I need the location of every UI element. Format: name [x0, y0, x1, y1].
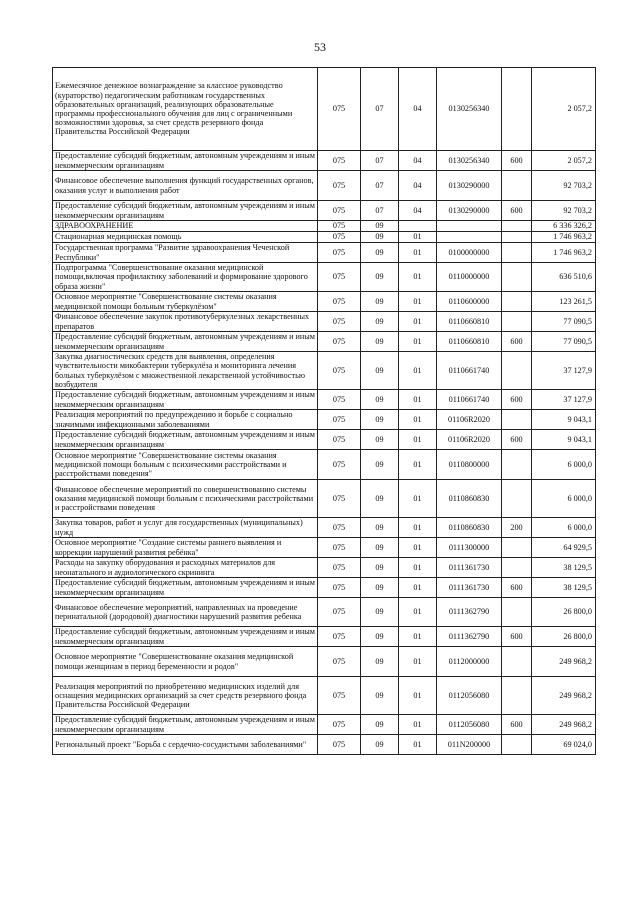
cell-expense-type: 600 [502, 151, 532, 171]
cell-section: 09 [361, 410, 399, 430]
table-row [53, 410, 596, 430]
cell-ministry-code: 075 [318, 735, 361, 755]
page-number: 53 [314, 40, 326, 54]
table-row [53, 171, 596, 201]
cell-ministry-code: 075 [318, 332, 361, 352]
cell-subsection: 01 [399, 430, 437, 450]
cell-section: 07 [361, 151, 399, 171]
cell-section: 09 [361, 480, 399, 518]
cell-name: Предоставление субсидий бюджетным, автономным учреждениям и иным некоммерческим организациям [53, 332, 318, 352]
cell-expense-type: 600 [502, 390, 532, 410]
cell-target-article: 0110000000 [437, 263, 502, 292]
cell-target-article: 0111362790 [437, 598, 502, 627]
cell-amount: 38 129,5 [532, 558, 596, 578]
cell-expense-type: 600 [502, 715, 532, 735]
cell-expense-type [502, 410, 532, 430]
cell-target-article: 01106R2020 [437, 430, 502, 450]
cell-amount: 9 043,1 [532, 410, 596, 430]
cell-target-article: 0110660810 [437, 332, 502, 352]
cell-name: Предоставление субсидий бюджетным, автономным учреждениям и иным некоммерческим организациям [53, 715, 318, 735]
cell-ministry-code: 075 [318, 538, 361, 558]
cell-ministry-code: 075 [318, 430, 361, 450]
cell-name: Финансовое обеспечение мероприятий, направленных на проведение перинатальной (дородовой) диагностики нарушений развития ребенка [53, 598, 318, 627]
cell-name: Реализация мероприятий по приобретению медицинских изделий для оснащения медицинских организаций за счет средств резервного фонда Правительства Российской Федерации [53, 677, 318, 715]
cell-section: 09 [361, 312, 399, 332]
table-row [53, 480, 596, 518]
table-row [53, 312, 596, 332]
cell-subsection: 01 [399, 538, 437, 558]
cell-amount: 2 057,2 [532, 151, 596, 171]
cell-subsection: 04 [399, 68, 437, 151]
cell-target-article: 0130290000 [437, 171, 502, 201]
table-row [53, 151, 596, 171]
cell-amount: 249 968,2 [532, 647, 596, 677]
cell-amount: 26 800,0 [532, 627, 596, 647]
cell-name: Предоставление субсидий бюджетным, автономным учреждениям и иным некоммерческим организациям [53, 390, 318, 410]
cell-name: Государственная программа "Развитие здравоохранения Чеченской Республики" [53, 243, 318, 263]
cell-expense-type [502, 598, 532, 627]
cell-section: 09 [361, 232, 399, 243]
table-row [53, 332, 596, 352]
cell-subsection: 01 [399, 263, 437, 292]
cell-target-article: 0111361730 [437, 558, 502, 578]
cell-subsection [399, 221, 437, 232]
cell-subsection: 01 [399, 352, 437, 390]
table-row [53, 221, 596, 232]
cell-subsection: 01 [399, 735, 437, 755]
cell-amount: 2 057,2 [532, 68, 596, 151]
cell-name: Основное мероприятие "Создание системы раннего выявления и коррекции нарушений развития ребёнка" [53, 538, 318, 558]
cell-name: Финансовое обеспечение выполнения функций государственных органов, оказания услуг и выполнения работ [53, 171, 318, 201]
cell-target-article: 0130256340 [437, 68, 502, 151]
cell-target-article: 0110860830 [437, 480, 502, 518]
table-row [53, 352, 596, 390]
table-row [53, 735, 596, 755]
cell-name: Основное мероприятие "Совершенствование системы оказания медицинской помощи больным туберкулёзом" [53, 292, 318, 312]
cell-name: Закупка диагностических средств для выявления, определения чувствительности микобактерии туберкулёза и мониторинга лечения больных туберкулёзом с множественной лекарственной устойчивостью возбудителя [53, 352, 318, 390]
cell-ministry-code: 075 [318, 352, 361, 390]
cell-amount: 123 261,5 [532, 292, 596, 312]
cell-section: 09 [361, 538, 399, 558]
cell-subsection: 01 [399, 390, 437, 410]
cell-target-article [437, 232, 502, 243]
cell-amount: 249 968,2 [532, 677, 596, 715]
cell-target-article: 0110661740 [437, 390, 502, 410]
cell-name: Реализация мероприятий по предупреждению и борьбе с социально значимыми инфекционными заболеваниями [53, 410, 318, 430]
cell-section: 09 [361, 627, 399, 647]
cell-amount: 38 129,5 [532, 578, 596, 598]
cell-ministry-code: 075 [318, 243, 361, 263]
cell-amount: 77 090,5 [532, 332, 596, 352]
cell-section: 09 [361, 332, 399, 352]
cell-ministry-code: 075 [318, 171, 361, 201]
table-body [53, 68, 596, 755]
cell-subsection: 01 [399, 332, 437, 352]
cell-ministry-code: 075 [318, 578, 361, 598]
table-row [53, 450, 596, 480]
cell-subsection: 04 [399, 201, 437, 221]
table-row [53, 243, 596, 263]
cell-subsection: 01 [399, 292, 437, 312]
cell-amount: 6 336 326,2 [532, 221, 596, 232]
cell-section: 09 [361, 578, 399, 598]
table-row [53, 578, 596, 598]
cell-ministry-code: 075 [318, 677, 361, 715]
cell-subsection: 01 [399, 647, 437, 677]
cell-expense-type [502, 292, 532, 312]
cell-target-article: 0112056080 [437, 677, 502, 715]
table-row [53, 201, 596, 221]
cell-ministry-code: 075 [318, 647, 361, 677]
cell-target-article: 0110860830 [437, 518, 502, 538]
cell-name: Предоставление субсидий бюджетным, автономным учреждениям и иным некоммерческим организациям [53, 627, 318, 647]
cell-subsection: 01 [399, 598, 437, 627]
cell-expense-type [502, 221, 532, 232]
cell-section: 09 [361, 292, 399, 312]
cell-ministry-code: 075 [318, 410, 361, 430]
cell-section: 09 [361, 352, 399, 390]
cell-expense-type [502, 677, 532, 715]
cell-ministry-code: 075 [318, 201, 361, 221]
cell-section: 09 [361, 677, 399, 715]
cell-name: Основное мероприятие "Совершенствование системы оказания медицинской помощи больным с психическими расстройствами и расстройствами поведения" [53, 450, 318, 480]
cell-amount: 37 127,9 [532, 352, 596, 390]
table-row [53, 232, 596, 243]
cell-amount: 249 968,2 [532, 715, 596, 735]
cell-target-article: 0110660810 [437, 312, 502, 332]
cell-expense-type: 600 [502, 332, 532, 352]
cell-subsection: 01 [399, 480, 437, 518]
cell-target-article: 0100000000 [437, 243, 502, 263]
table-row [53, 598, 596, 627]
budget-table [52, 67, 596, 755]
cell-amount: 1 746 963,2 [532, 243, 596, 263]
cell-target-article: 0112000000 [437, 647, 502, 677]
cell-name: Финансовое обеспечение мероприятий по совершенствованию системы оказания медицинской помощи больным с психическими расстройствами и расстройствами поведения [53, 480, 318, 518]
cell-section: 09 [361, 647, 399, 677]
cell-subsection: 01 [399, 715, 437, 735]
cell-amount: 77 090,5 [532, 312, 596, 332]
cell-section: 09 [361, 518, 399, 538]
cell-amount: 6 000,0 [532, 480, 596, 518]
table-row [53, 263, 596, 292]
table-row [53, 538, 596, 558]
cell-name: Предоставление субсидий бюджетным, автономным учреждениям и иным некоммерческим организациям [53, 578, 318, 598]
cell-subsection: 01 [399, 243, 437, 263]
cell-target-article: 0110800000 [437, 450, 502, 480]
cell-amount: 69 024,0 [532, 735, 596, 755]
cell-amount: 26 800,0 [532, 598, 596, 627]
cell-subsection: 01 [399, 450, 437, 480]
cell-target-article: 0110661740 [437, 352, 502, 390]
cell-name: Подпрограмма "Совершенствование оказания медицинской помощи,включая профилактику заболеваний и формирование здорового образа жизни" [53, 263, 318, 292]
cell-ministry-code: 075 [318, 292, 361, 312]
cell-expense-type: 600 [502, 201, 532, 221]
cell-ministry-code: 075 [318, 221, 361, 232]
cell-amount: 6 000,0 [532, 518, 596, 538]
table-row [53, 647, 596, 677]
cell-expense-type: 600 [502, 430, 532, 450]
table-row [53, 292, 596, 312]
cell-ministry-code: 075 [318, 598, 361, 627]
cell-subsection: 04 [399, 151, 437, 171]
cell-ministry-code: 075 [318, 151, 361, 171]
cell-expense-type: 600 [502, 578, 532, 598]
cell-name: Стационарная медицинская помощь [53, 232, 318, 243]
table-row [53, 715, 596, 735]
cell-expense-type [502, 450, 532, 480]
cell-expense-type [502, 480, 532, 518]
cell-ministry-code: 075 [318, 518, 361, 538]
cell-target-article [437, 221, 502, 232]
cell-ministry-code: 075 [318, 232, 361, 243]
cell-expense-type [502, 312, 532, 332]
cell-section: 09 [361, 735, 399, 755]
cell-target-article: 011N200000 [437, 735, 502, 755]
table-row [53, 518, 596, 538]
table-row [53, 390, 596, 410]
cell-amount: 9 043,1 [532, 430, 596, 450]
cell-ministry-code: 075 [318, 480, 361, 518]
table-row [53, 677, 596, 715]
cell-ministry-code: 075 [318, 263, 361, 292]
cell-expense-type [502, 558, 532, 578]
cell-amount: 636 510,6 [532, 263, 596, 292]
cell-section: 07 [361, 68, 399, 151]
cell-expense-type [502, 735, 532, 755]
cell-section: 09 [361, 263, 399, 292]
cell-target-article: 0112056080 [437, 715, 502, 735]
cell-subsection: 01 [399, 518, 437, 538]
table-row [53, 558, 596, 578]
cell-subsection: 01 [399, 312, 437, 332]
cell-name: Финансовое обеспечение закупок противотуберкулезных лекарственных препаратов [53, 312, 318, 332]
cell-subsection: 01 [399, 627, 437, 647]
cell-expense-type: 200 [502, 518, 532, 538]
cell-subsection: 01 [399, 410, 437, 430]
cell-amount: 37 127,9 [532, 390, 596, 410]
table-row [53, 430, 596, 450]
cell-section: 09 [361, 558, 399, 578]
cell-section: 07 [361, 171, 399, 201]
cell-name: Основное мероприятие "Совершенствование оказания медицинской помощи женщинам в период беременности и родов" [53, 647, 318, 677]
cell-expense-type: 600 [502, 627, 532, 647]
cell-section: 09 [361, 450, 399, 480]
cell-target-article: 01106R2020 [437, 410, 502, 430]
cell-section: 07 [361, 201, 399, 221]
cell-subsection: 01 [399, 232, 437, 243]
cell-subsection: 01 [399, 677, 437, 715]
cell-subsection: 01 [399, 558, 437, 578]
cell-ministry-code: 075 [318, 627, 361, 647]
cell-name: Предоставление субсидий бюджетным, автономным учреждениям и иным некоммерческим организациям [53, 430, 318, 450]
cell-section: 09 [361, 715, 399, 735]
cell-name: Расходы на закупку оборудования и расходных материалов для неонатального и аудиологического скрининга [53, 558, 318, 578]
cell-name: ЗДРАВООХРАНЕНИЕ [53, 221, 318, 232]
cell-amount: 64 929,5 [532, 538, 596, 558]
cell-section: 09 [361, 430, 399, 450]
cell-name: Закупка товаров, работ и услуг для государственных (муниципальных) нужд [53, 518, 318, 538]
cell-subsection: 04 [399, 171, 437, 201]
cell-ministry-code: 075 [318, 558, 361, 578]
cell-ministry-code: 075 [318, 312, 361, 332]
cell-amount: 92 703,2 [532, 171, 596, 201]
cell-expense-type [502, 538, 532, 558]
cell-expense-type [502, 171, 532, 201]
cell-expense-type [502, 263, 532, 292]
cell-target-article: 0111362790 [437, 627, 502, 647]
cell-amount: 92 703,2 [532, 201, 596, 221]
table-row [53, 68, 596, 151]
cell-section: 09 [361, 243, 399, 263]
cell-name: Ежемесячное денежное вознаграждение за классное руководство (кураторство) педагогическим работникам государственных образовательных организаций, реализующих образовательные программы профессионального обучения для лиц с ограниченными возможностями здоровья, за счет средств резервного фонда Правительства Российской Федерации [53, 68, 318, 151]
cell-section: 09 [361, 221, 399, 232]
cell-ministry-code: 075 [318, 68, 361, 151]
cell-amount: 1 746 963,2 [532, 232, 596, 243]
cell-expense-type [502, 232, 532, 243]
cell-ministry-code: 075 [318, 390, 361, 410]
cell-ministry-code: 075 [318, 450, 361, 480]
cell-ministry-code: 075 [318, 715, 361, 735]
cell-section: 09 [361, 598, 399, 627]
cell-amount: 6 000,0 [532, 450, 596, 480]
cell-name: Предоставление субсидий бюджетным, автономным учреждениям и иным некоммерческим организациям [53, 151, 318, 171]
cell-target-article: 0130290000 [437, 201, 502, 221]
cell-name: Региональный проект "Борьба с сердечно-сосудистыми заболеваниями" [53, 735, 318, 755]
cell-target-article: 0110600000 [437, 292, 502, 312]
cell-subsection: 01 [399, 578, 437, 598]
cell-target-article: 0111300000 [437, 538, 502, 558]
cell-target-article: 0130256340 [437, 151, 502, 171]
table-row [53, 627, 596, 647]
cell-target-article: 0111361730 [437, 578, 502, 598]
cell-expense-type [502, 243, 532, 263]
cell-section: 09 [361, 390, 399, 410]
cell-expense-type [502, 352, 532, 390]
cell-expense-type [502, 647, 532, 677]
cell-name: Предоставление субсидий бюджетным, автономным учреждениям и иным некоммерческим организациям [53, 201, 318, 221]
cell-expense-type [502, 68, 532, 151]
